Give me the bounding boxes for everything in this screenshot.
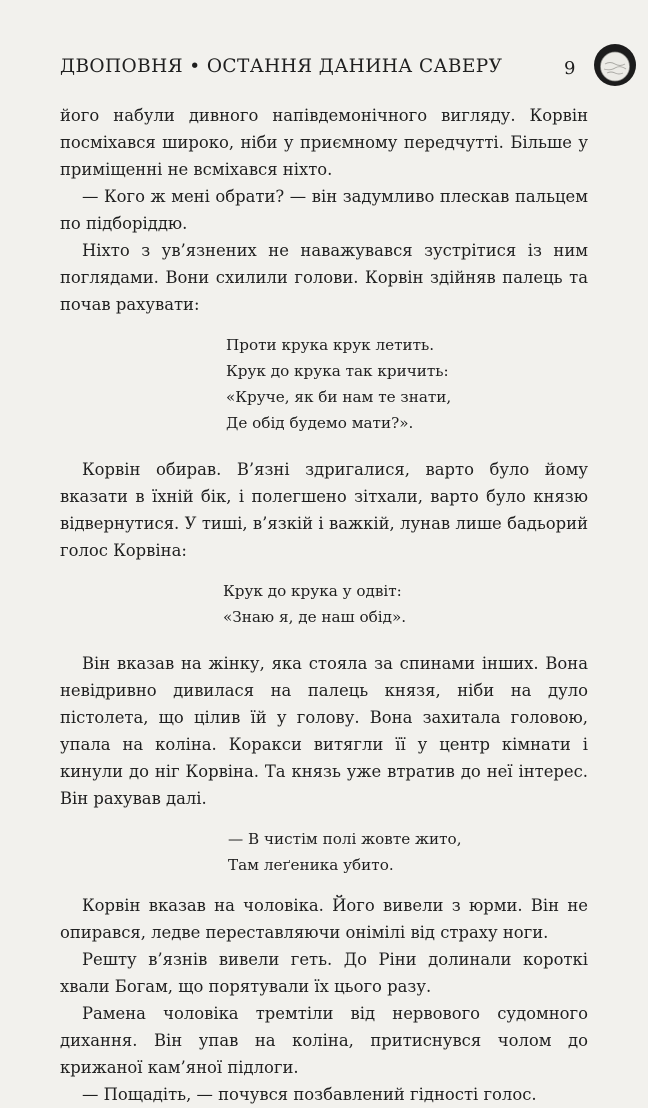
paragraph: Корвін вказав на чоловіка. Його вивели з юрми. Він не опирався, ледве переставляючи онімілі від страху ноги.: [60, 896, 588, 942]
page-body: [60, 102, 588, 1108]
paragraph: Рамена чоловіка тремтіли від нервового судомного дихання. Він упав на коліна, притиснувся чолом до крижаної кам’яної підлоги.: [60, 1004, 588, 1077]
verse-line: Там леґеника убито.: [228, 856, 394, 874]
verse-line: — В чистім полі жовте жито,: [228, 830, 462, 848]
paragraph: його набули дивного напівдемонічного вигляду. Корвін посміхався широко, ніби у приємному передчутті. Більше у приміщенні не всміхався ніхто.: [60, 106, 588, 179]
moon-phase-icon: [592, 42, 638, 88]
paragraph: Ніхто з ув’язнених не наважувався зустрітися із ним поглядами. Вони схилили голови. Корвін здійняв палець та почав рахувати:: [60, 241, 588, 314]
verse-line: «Круче, як би нам те знати,: [226, 388, 452, 406]
verse-line: «Знаю я, де наш обід».: [223, 608, 407, 626]
page-header: [60, 56, 618, 86]
paragraph: Корвін обирав. В’язні здригалися, варто було йому вказати в їхній бік, і полегшено зітхали, варто було князю відвернутися. У тиші, в’язкій і важкій, лунав лише бадьорий голос Корвіна:: [60, 460, 588, 560]
paragraph: Він вказав на жінку, яка стояла за спинами інших. Вона невідривно дивилася на палець князя, ніби на дуло пістолета, що цілив їй у голову. Вона захитала головою, упала на коліна. Коракси витягли її у центр кімнати і кинули до ніг Корвіна. Та князь уже втратив до неї інтерес. Він рахував далі.: [60, 654, 588, 808]
paragraph: Решту в’язнів вивели геть. До Ріни долинали короткі хвали Богам, що порятували їх цього разу.: [60, 950, 588, 996]
verse-line: Проти крука крук летить.: [226, 336, 435, 354]
paragraph: — Пощадіть, — почувся позбавлений гідності голос.: [82, 1085, 537, 1104]
page-number: 9: [564, 58, 576, 79]
running-head: ДВОПОВНЯ • ОСТАННЯ ДАНИНА САВЕРУ: [60, 56, 503, 77]
verse-line: Крук до крука так кричить:: [226, 362, 449, 380]
paragraph: — Кого ж мені обрати? — він задумливо плескав пальцем по підборіддю.: [60, 187, 588, 233]
verse-line: Де обід будемо мати?».: [226, 414, 414, 432]
verse-line: Крук до крука у одвіт:: [223, 582, 402, 600]
